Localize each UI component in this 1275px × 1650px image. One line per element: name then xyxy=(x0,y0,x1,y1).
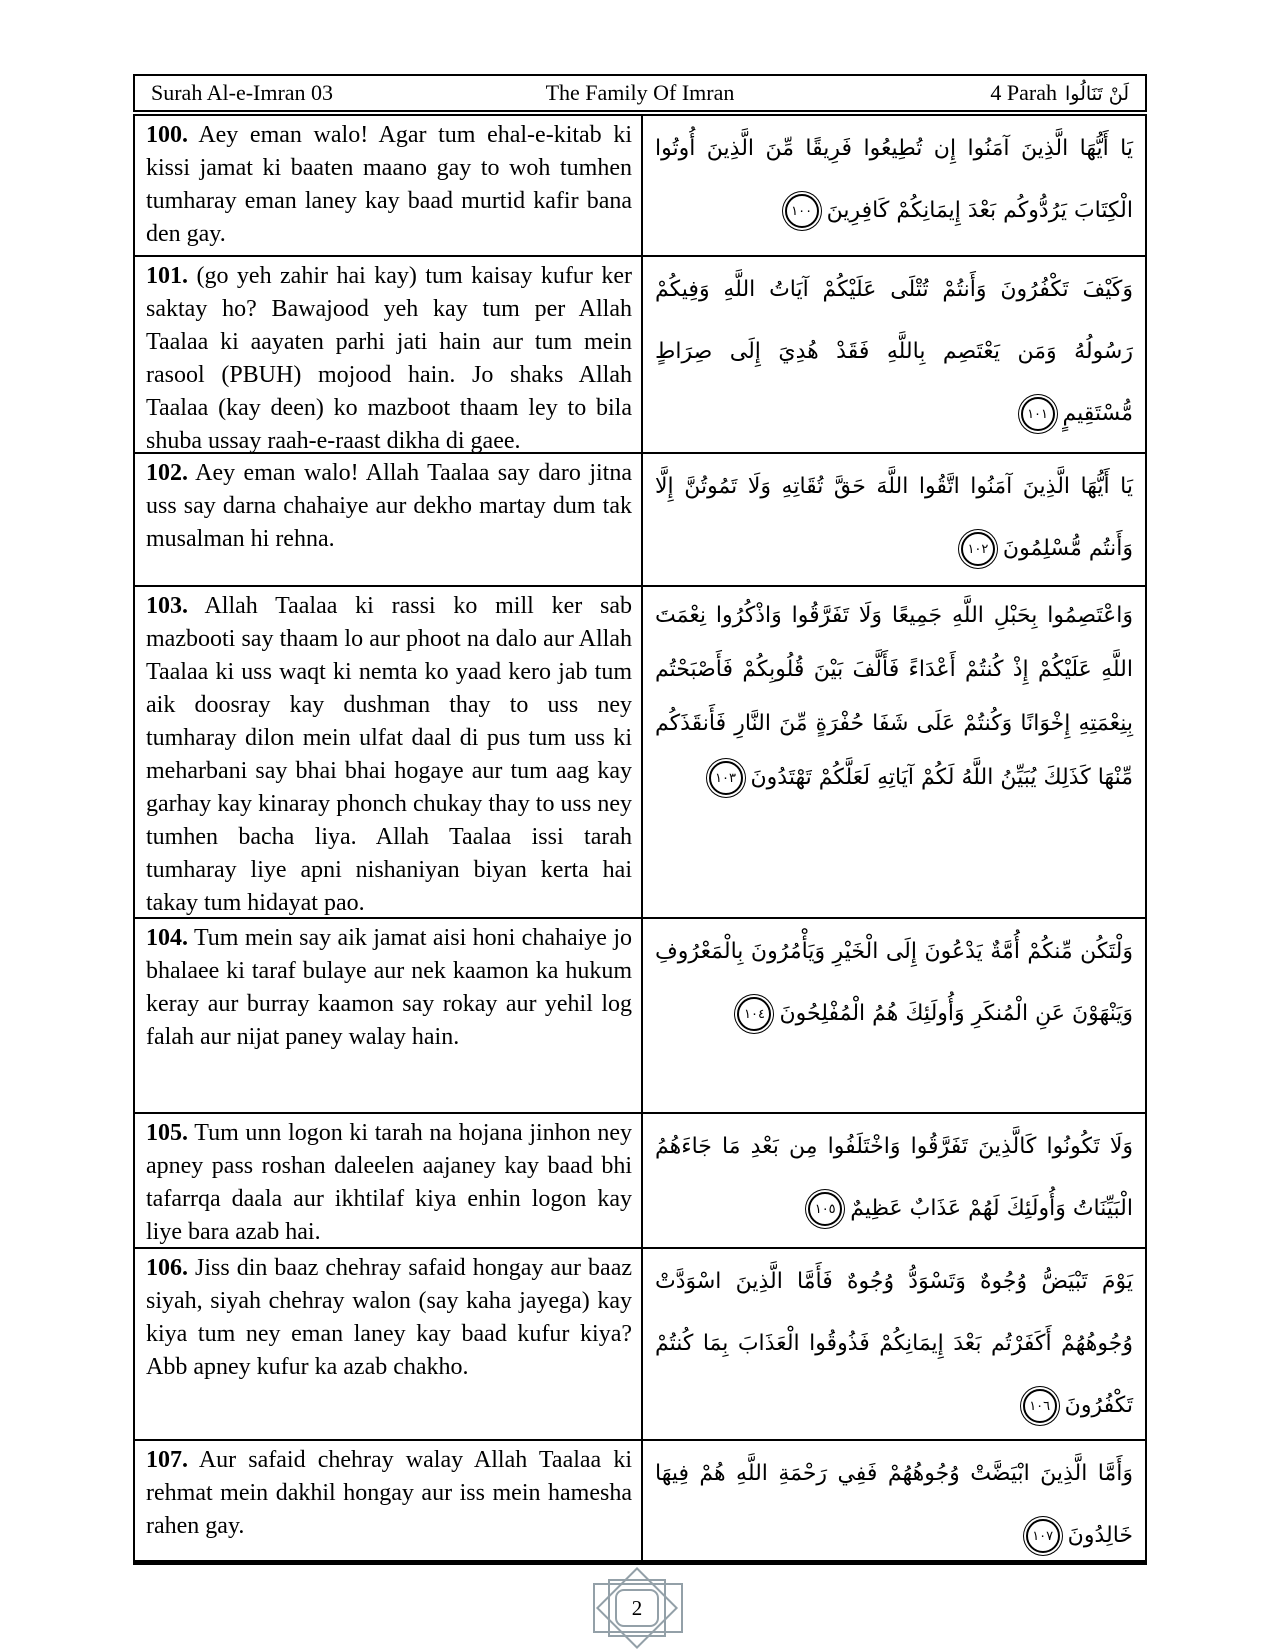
translation-cell xyxy=(135,1249,643,1439)
translation-text: Tum unn logon ki tarah na hojana jinhon ney apney pass roshan daleelen aajaney kay baad bhi tafarrqa daala aur ikhtilaf kiya enhin logon kay liye bara azab hai. xyxy=(146,1120,632,1245)
arabic-cell xyxy=(643,919,1145,1112)
arabic-text: وَكَيْفَ تَكْفُرُونَ وَأَنتُمْ تُتْلَى عَلَيْكُمْ آيَاتُ اللَّهِ وَفِيكُمْ رَسُولُهُ وَمَن يَعْتَصِم بِاللَّهِ فَقَدْ هُدِيَ إِلَى صِرَاطٍ مُّسْتَقِيمٍ xyxy=(655,277,1133,426)
arabic-cell xyxy=(643,587,1145,917)
translation-text: Tum mein say aik jamat aisi honi chahaiye jo bhalaee ki taraf bulaye aur nek kaamon ka hukum keray aur burray kaamon say rokay aur yehil log falah aur nijat paney walay hain. xyxy=(146,925,632,1050)
surah-title-english: The Family Of Imran xyxy=(545,80,735,105)
parah-label xyxy=(820,80,1129,106)
translation-cell xyxy=(135,1114,643,1247)
ayah-end-marker: ١٠٧ xyxy=(1026,1519,1060,1553)
translation-text: Aey eman walo! Agar tum ehal-e-kitab ki kissi jamat ki baaten maano gay to woh tumhen tumharay eman laney kay baad murtid kafir bana den gay. xyxy=(146,122,632,247)
verse-row-102 xyxy=(135,452,1145,585)
ayah-end-marker: ١٠٤ xyxy=(737,997,771,1031)
verse-number: 102. xyxy=(146,460,188,486)
arabic-text: وَاعْتَصِمُوا بِحَبْلِ اللَّهِ جَمِيعًا وَلَا تَفَرَّقُوا وَاذْكُرُوا نِعْمَتَ اللَّهِ عَلَيْكُمْ إِذْ كُنتُمْ أَعْدَاءً فَأَلَّفَ بَيْنَ قُلُوبِكُمْ فَأَصْبَحْتُم بِنِعْمَتِهِ إِخْوَانًا وَكُنتُمْ عَلَى شَفَا حُفْرَةٍ مِّنَ النَّارِ فَأَنقَذَكُم مِّنْهَا كَذَلِكَ يُبَيِّنُ اللَّهُ لَكُمْ آيَاتِهِ لَعَلَّكُمْ تَهْتَدُونَ xyxy=(655,603,1133,790)
page-number-ornament xyxy=(591,1571,685,1647)
surah-title: Surah Al-e-Imran 03 xyxy=(151,80,334,105)
verse-number: 107. xyxy=(146,1447,188,1473)
translation-cell xyxy=(135,116,643,255)
verse-row-106 xyxy=(135,1247,1145,1439)
verse-number: 101. xyxy=(146,263,188,289)
translation-cell xyxy=(135,257,643,452)
verse-number: 106. xyxy=(146,1255,188,1281)
arabic-cell xyxy=(643,116,1145,255)
page-number: 2 xyxy=(615,1589,659,1627)
verse-number: 103. xyxy=(146,593,188,619)
arabic-cell xyxy=(643,257,1145,452)
arabic-cell xyxy=(643,454,1145,585)
arabic-cell xyxy=(643,1114,1145,1247)
arabic-text: وَلَا تَكُونُوا كَالَّذِينَ تَفَرَّقُوا وَاخْتَلَفُوا مِن بَعْدِ مَا جَاءَهُمُ الْبَيِّنَاتُ وَأُولَئِكَ لَهُمْ عَذَابٌ عَظِيمٌ xyxy=(655,1134,1133,1221)
translation-text: Jiss din baaz chehray safaid hongay aur baaz siyah, siyah chehray walon (say kaha jayega) kay kiya tum ney eman laney kay baad kufur kiya? Abb apney kufur ka azab chakho. xyxy=(146,1255,633,1380)
verse-row-107 xyxy=(135,1439,1145,1560)
page-header xyxy=(133,74,1147,112)
verse-number: 105. xyxy=(146,1120,188,1146)
ayah-end-marker: ١٠١ xyxy=(1021,397,1055,431)
arabic-text: يَا أَيُّهَا الَّذِينَ آمَنُوا إِن تُطِيعُوا فَرِيقًا مِّنَ الَّذِينَ أُوتُوا الْكِتَابَ يَرُدُّوكُم بَعْدَ إِيمَانِكُمْ كَافِرِينَ xyxy=(655,136,1133,223)
ayah-end-marker: ١٠٦ xyxy=(1023,1389,1057,1423)
verse-row-100 xyxy=(135,116,1145,255)
verse-row-101 xyxy=(135,255,1145,452)
translation-text: Aey eman walo! Allah Taalaa say daro jitna uss say darna chahaiye aur dekho martay dum tak musalman hi rehna. xyxy=(146,460,632,552)
ayah-end-marker: ١٠٠ xyxy=(785,194,819,228)
parah-number: 4 Parah xyxy=(990,80,1057,105)
verse-row-103 xyxy=(135,585,1145,917)
translation-text: Allah Taalaa ki rassi ko mill ker sab mazbooti say thaam lo aur phoot na dalo aur Allah Taalaa ki uss waqt ki nemta ko yaad kero jab tum aik doosray kay dushman thay to uss ney tumharay dilon mein ulfat daal di pus tum uss ki meharbani say bhai bhai hogaye aur tum aag kay garhay kay kinaray phonch chukay thay to uss ney tumhen bacha liya. Allah Taalaa issi tarah tumharay liye apni nishaniyan biyan kerta hai takay tum hidayat pao. xyxy=(146,593,632,916)
ayah-end-marker: ١٠٢ xyxy=(961,532,995,566)
arabic-text: يَوْمَ تَبْيَضُّ وُجُوهٌ وَتَسْوَدُّ وُجُوهٌ فَأَمَّا الَّذِينَ اسْوَدَّتْ وُجُوهُهُمْ أَكَفَرْتُم بَعْدَ إِيمَانِكُمْ فَذُوقُوا الْعَذَابَ بِمَا كُنتُمْ تَكْفُرُونَ xyxy=(655,1269,1133,1418)
arabic-text: وَأَمَّا الَّذِينَ ابْيَضَّتْ وُجُوهُهُمْ فَفِي رَحْمَةِ اللَّهِ هُمْ فِيهَا خَالِدُونَ xyxy=(655,1461,1133,1548)
ayah-end-marker: ١٠٣ xyxy=(709,761,743,795)
verse-row-105 xyxy=(135,1112,1145,1247)
ayah-end-marker: ١٠٥ xyxy=(808,1192,842,1226)
translation-cell xyxy=(135,1441,643,1560)
translation-cell xyxy=(135,454,643,585)
translation-text: (go yeh zahir hai kay) tum kaisay kufur ker saktay ho? Bawajood yeh kay tum per Allah Taalaa ki aayaten parhi jati hain aur tum mein rasool (PBUH) mojood hain. Jo shaks Allah Taalaa (kay deen) ko mazboot thaam ley to bila shuba ussay raah-e-raast dikha di gaee. xyxy=(146,263,633,452)
translation-cell xyxy=(135,587,643,917)
arabic-cell xyxy=(643,1441,1145,1560)
arabic-cell xyxy=(643,1249,1145,1439)
arabic-text: وَلْتَكُن مِّنكُمْ أُمَّةٌ يَدْعُونَ إِلَى الْخَيْرِ وَيَأْمُرُونَ بِالْمَعْرُوفِ وَيَنْهَوْنَ عَنِ الْمُنكَرِ وَأُولَئِكَ هُمُ الْمُفْلِحُونَ xyxy=(655,939,1133,1026)
arabic-text: يَا أَيُّهَا الَّذِينَ آمَنُوا اتَّقُوا اللَّهَ حَقَّ تُقَاتِهِ وَلَا تَمُوتُنَّ إِلَّا وَأَنتُم مُّسْلِمُونَ xyxy=(655,474,1133,561)
verse-number: 104. xyxy=(146,925,188,951)
translation-cell xyxy=(135,919,643,1112)
parah-name-arabic: لَنْ تَنَالُوا xyxy=(1065,83,1129,105)
translation-text: Aur safaid chehray walay Allah Taalaa ki rehmat mein dakhil hongay aur iss mein hamesha rahen gay. xyxy=(146,1447,632,1539)
verse-table xyxy=(133,114,1147,1565)
verse-number: 100. xyxy=(146,122,188,148)
verse-row-104 xyxy=(135,917,1145,1112)
